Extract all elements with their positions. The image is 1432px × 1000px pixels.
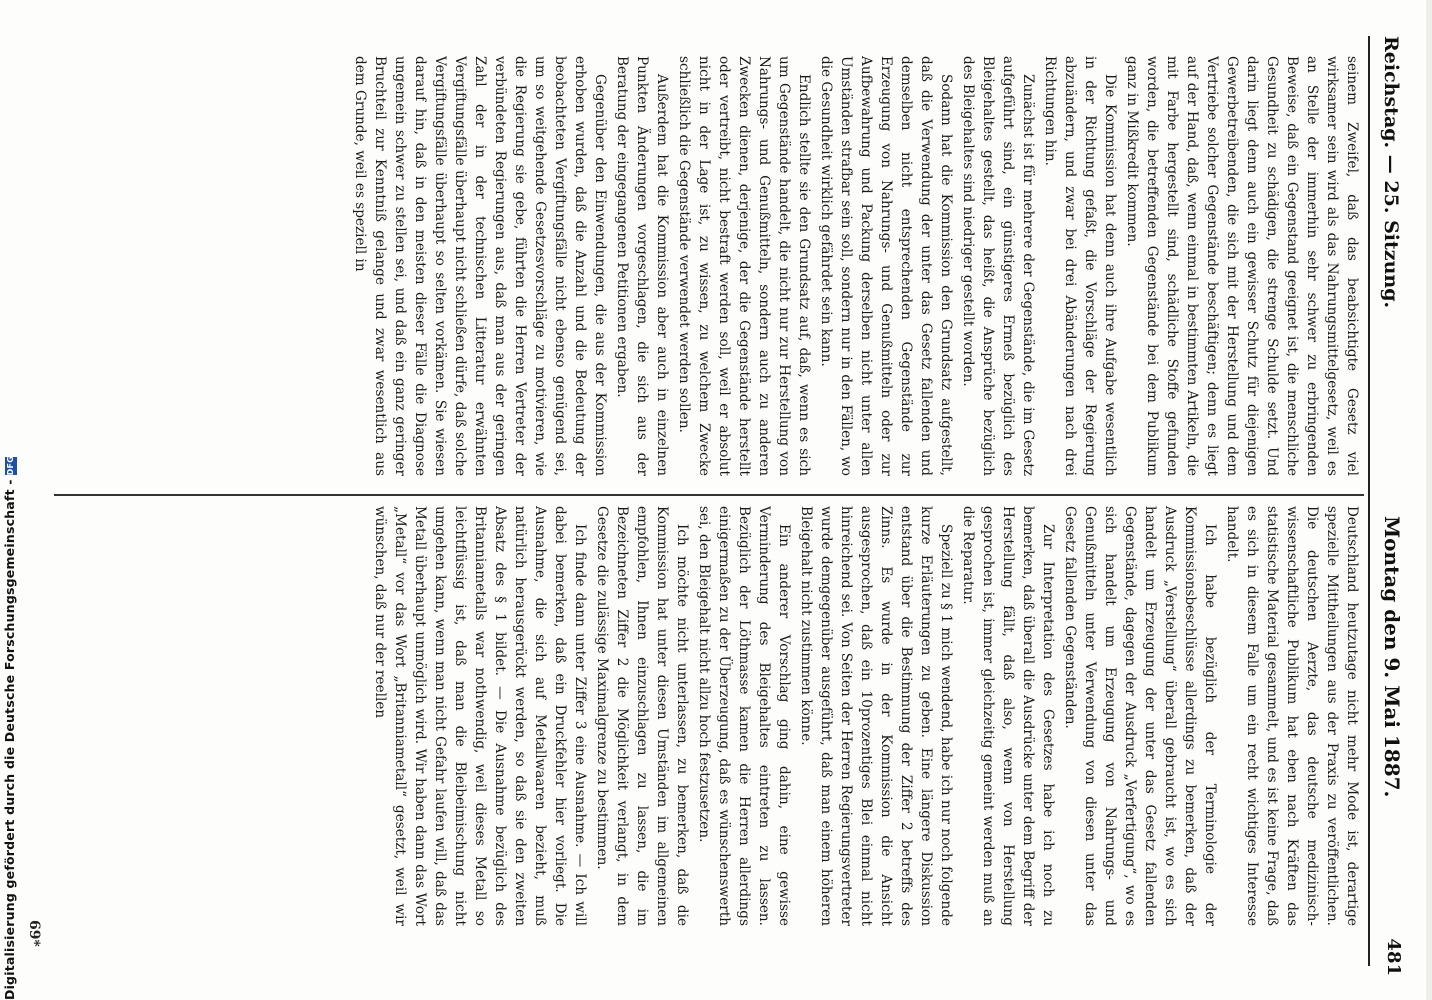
paragraph: Gegenüber den Einwendungen, die aus der Kommission erhoben wurden, daß die Anzahl und die Bedeutung der beobachteten Vergiftungsfälle nicht ebenso genügend sei, um so weitgehende Gesetzesvorschläge zu motivieren, wie die Regierung sie gebe, führten die Herren Vertreter der verbündeten Regierungen aus, daß man aus der geringen Zahl der in der technischen Litteratur erwähnten Vergiftungsfälle überhaupt nicht schließen dürfe, daß solche Vergiftungsfälle überhaupt so selten vorkämen. Sie wiesen darauf hin, daß in den meisten dieser Fälle die Diagnose ungemein schwer zu stellen sei, und daß ein ganz geringer Bruchteil zur Kenntniß gelange und zwar wesentlich aus dem Grunde, weil es speziell in (352, 56, 608, 476)
digitization-credit (2, 457, 17, 1000)
signature-mark: 69* (26, 920, 42, 947)
paragraph: Außerdem hat die Kommission aber auch in einzelnen Punkten Änderungen vorgeschlagen, die sich aus der Beratung der eingegangenen Petitionen ergaben. (614, 56, 670, 476)
paragraph: Zunächst ist für mehrere der Gegenstände, die im Gesetz aufgeführt sind, ein günstigeres Ermeß bezüglich des Bleigehaltes gestellt, das heißt, die Ansprüche bezüglich des Bleigehaltes sind niedriger gestellt worden. (960, 56, 1036, 476)
dfg-logo-icon: DFG (5, 456, 15, 476)
footer-credit-text: Digitalisierung gefördert durch die Deutsche Forschungsgemeinschaft - (2, 479, 17, 1000)
paragraph: Ich habe bezüglich der Terminologie der Kommissionsbeschlüsse allerdings zu bemerken, daß der Ausdruck „Verstellung“ überall gebraucht ist, wo es sich handelt um Erzeugung der unter das Gesetz fallenden Gegenstände, dagegen der Ausdruck „Verfertigung“, wo es sich handelt um Erzeugung von Nahrungs- und Genußmitteln unter Verwendung von diesen unter das Gesetz fallenden Gegenständen. (1062, 506, 1218, 926)
paragraph: Zur Interpretation des Gesetzes habe ich noch zu bemerken, daß überall die Ausdrücke unter dem Begriff der Herstellung fällt, daß also, wenn von Herstellung gesprochen ist, immer gleichzeitig gemeint werden muß an die Reparatur. (960, 506, 1056, 926)
paragraph: Ein anderer Vorschlag ging dahin, eine gewisse Verminderung des Bleigehaltes eintreten zu lassen. Bezüglich der Löthmasse kamen die Herren allerdings einigermaßen zu der Überzeugung, daß es wünschenswerth sei, den Bleigehalt nicht allzu hoch festzusetzen. (696, 506, 792, 926)
paragraph: Endlich stellte sie den Grundsatz auf, daß, wenn es sich um Gegenstände handelt, die nicht nur zur Herstellung von Nahrungs- und Genußmitteln, sondern auch zu anderen Zwecken dienen, derjenige, der die Gegenstände herstellt oder vertreibt, nicht bestraft werden soll, weil er absolut nicht in der Lage ist, zu wissen, zu welchem Zwecke schließlich die Gegenstände verwendet werden sollen. (676, 56, 812, 476)
header-title: Reichstag. — 25. Sitzung. (1380, 36, 1402, 309)
footer-strip (0, 0, 26, 1000)
paragraph: Die Kommission hat denn auch ihre Aufgabe wesentlich in der Richtung gefaßt, die Vorschläge der Regierung abzuändern, und zwar bei drei Abänderungen nach drei Richtungen hin. (1042, 56, 1118, 476)
paragraph: seinem Zweifel, daß das beabsichtigte Gesetz viel wirksamer sein wird als das Nahrungsmittelgesetz, weil es an Stelle der immerhin sehr schwer zu erbringenden Beweise, daß ein Gegenstand geeignet ist, die menschliche Gesundheit zu schädigen, die strenge Schulde setzt. Und darin liegt denn auch ein gewisser Schutz für diejenigen Gewerbetreibenden, die sich mit der Herstellung und dem Vertriebe solcher Gegenstände beschäftigen; denn es liegt auf der Hand, daß, wenn einmal in bestimmten Artikeln, die mit Farbe hergestellt sind, schädliche Stoffe gefunden worden, die betreffenden Gegenstände bei dem Publikum ganz in Mißkredit kommen. (1124, 56, 1360, 476)
page-number: 481 (1383, 938, 1404, 976)
right-column (52, 506, 1362, 926)
paragraph: Ich finde dann unter Ziffer 3 eine Ausnahme. — Ich will dabei bemerken, daß ein Druckfehler hier vorliegt. Die Ausnahme, die sich auf Metallwaaren bezieht, muß natürlich herausgerückt werden, so daß sie den zweiten Absatz des § 1 bildet. — Die Ausnahme bezüglich des Britanniametalls war nothwendig, weil dieses Metall so leichtflüssig ist, daß man die Bleibeimischung nicht umgehen kann, wenn man nicht Gefahr laufen will, daß das Metall überhaupt unmöglich wird. Wir haben dann das Wort „Metall“ vor das Wort „Britanniametall“ gesetzt, weil wir wünschen, daß nur der reellen (372, 506, 588, 926)
paragraph: Deutschland heutzutage nicht mehr Mode ist, derartige spezielle Mittheilungen aus der Praxis zu veröffentlichen. Die deutschen Aerzte, das deutsche medizinisch-wissenschaftliche Publikum hat eben nach Kräften das statistische Material gesammelt, und es ist keine Frage, daß es sich in diesem Falle um ein recht wichtiges Interesse handelt. (1224, 506, 1360, 926)
paragraph: Sodann hat die Kommission den Grundsatz aufgestellt, daß die Verwendung der unter das Gesetz fallenden und demselben nicht entsprechenden Gegenstände zur Erzeugung von Nahrungs- und Genußmitteln oder zur Aufbewahrung und Packung derselben nicht unter allen Umständen strafbar sein soll, sondern nur in den Fällen, wo die Gesundheit wirklich gefährdet sein kann. (818, 56, 954, 476)
header-date: Montag den 9. Mai 1887. (1380, 516, 1404, 798)
running-header (1374, 36, 1408, 976)
header-rule (1368, 36, 1370, 966)
paragraph: Ich möchte nicht unterlassen, zu bemerken, daß die Kommission hat unter diesen Umständen im allgemeinen empfohlen, Ihnen einzuschlagen zu lassen, die im Bezeichneten Ziffer 2 die Möglichkeit verlangt, in dem Gesetze die zulässige Maximalgrenze zu bestimmen. (594, 506, 690, 926)
column-divider (54, 494, 1364, 496)
left-column (52, 56, 1362, 476)
paragraph: Speziell zu § 1 mich wendend, habe ich nur noch folgende kurze Erläuterungen zu geben. Eine längere Diskussion entstand über die Bestimmung der Ziffer 2 betreffs des Zinns. Es wurde in der Kommission die Ansicht ausgesprochen, daß ein 10prozentiges Blei einmal nicht hinreichend sei. Von Seiten der Herren Regierungsvertreter wurde demgegenüber ausgeführt, daß man einem höheren Bleigehalt nicht zustimmen könne. (798, 506, 954, 926)
